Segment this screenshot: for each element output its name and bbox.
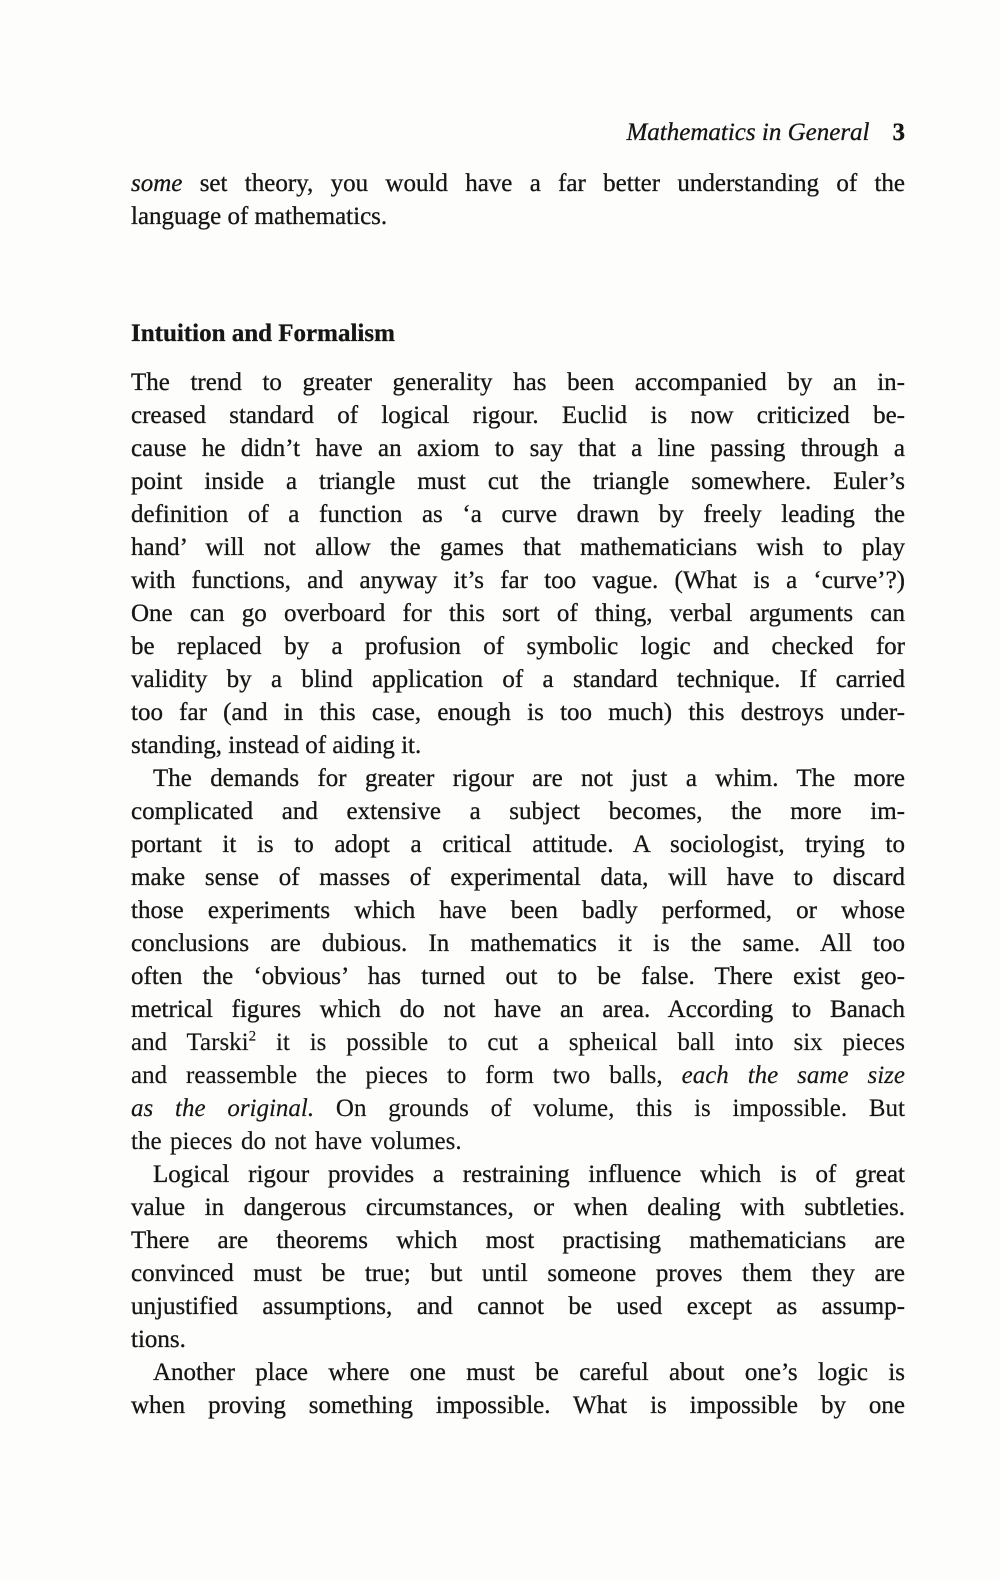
text-line: value in dangerous circumstances, or when dealing with subtleties. <box>131 1194 905 1221</box>
paragraph-demands <box>131 762 905 1158</box>
text-line: definition of a function as ‘a curve drawn by freely leading the <box>131 501 905 528</box>
text-line: Logical rigour provides a restraining influence which is of great <box>153 1161 905 1188</box>
text-line: point inside a triangle must cut the triangle somewhere. Euler’s <box>131 468 905 495</box>
text-line: be replaced by a profusion of symbolic logic and checked for <box>131 633 905 660</box>
text-line: validity by a blind application of a standard technique. If carried <box>131 666 905 693</box>
text-line: with functions, and anyway it’s far too vague. (What is a ‘curve’?) <box>131 567 905 594</box>
text-line: some set theory, you would have a far better understanding of the <box>131 170 905 197</box>
text-line: tions. <box>131 1326 186 1353</box>
text-line: The demands for greater rigour are not just a whim. The more <box>153 765 905 792</box>
text-line: metrical figures which do not have an area. According to Banach <box>131 996 905 1023</box>
text-line: Another place where one must be careful about one’s logic is <box>153 1359 905 1386</box>
text-line: too far (and in this case, enough is too much) this destroys under- <box>131 699 905 726</box>
text-line: and Tarski$^2$ it is possible to cut a spheıical ball into six pieces <box>131 1028 905 1056</box>
text-line: the pieces do not have volumes. <box>131 1128 462 1155</box>
footnote-marker: 2 <box>248 1028 257 1045</box>
section-heading: Intuition and Formalism <box>131 320 395 347</box>
text-line: language of mathematics. <box>131 203 388 230</box>
paragraph-trend <box>131 366 905 762</box>
text-line: portant it is to adopt a critical attitude. A sociologist, trying to <box>131 831 905 858</box>
paragraph-logical-rigour <box>131 1158 905 1356</box>
text-line: those experiments which have been badly performed, or whose <box>131 897 905 924</box>
text-line: conclusions are dubious. In mathematics it is the same. All too <box>131 930 905 957</box>
text-line: complicated and extensive a subject becomes, the more im- <box>131 798 905 825</box>
text-line: cause he didn’t have an axiom to say that a line passing through a <box>131 435 905 462</box>
text-line: often the ‘obvious’ has turned out to be false. There exist geo- <box>131 963 905 990</box>
text-line: and reassemble the pieces to form two balls, each the same size <box>131 1062 905 1089</box>
page-number: 3 <box>892 119 905 146</box>
intro-paragraph <box>131 167 905 233</box>
text-line: hand’ will not allow the games that mathematicians wish to play <box>131 534 905 561</box>
text-line: make sense of masses of experimental data, will have to discard <box>131 864 905 891</box>
text-line: There are theorems which most practising mathematicians are <box>131 1227 905 1254</box>
text-line: when proving something impossible. What is impossible by one <box>131 1392 905 1419</box>
text-line: as the original. On grounds of volume, this is impossible. But <box>131 1095 905 1122</box>
text-line: One can go overboard for this sort of thing, verbal arguments can <box>131 600 905 627</box>
running-head-title: Mathematics in General <box>626 119 870 146</box>
text-line: The trend to greater generality has been accompanied by an in- <box>131 369 905 396</box>
text-line: standing, instead of aiding it. <box>131 732 422 759</box>
text-line: unjustified assumptions, and cannot be used except as assump- <box>131 1293 905 1320</box>
text-line: creased standard of logical rigour. Euclid is now criticized be- <box>131 402 905 429</box>
text-block <box>131 167 905 1422</box>
text-line: convinced must be true; but until someone proves them they are <box>131 1260 905 1287</box>
paragraph-another-place <box>131 1356 905 1422</box>
running-head <box>131 116 905 149</box>
